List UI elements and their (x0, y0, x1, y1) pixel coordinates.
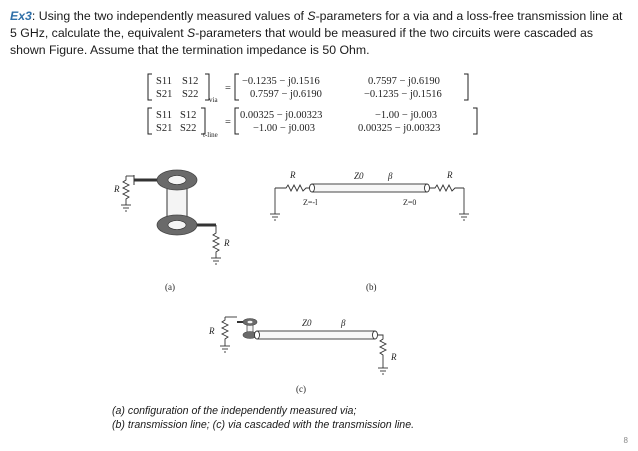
figure-a-via (113, 170, 230, 292)
via-matrix-equation (148, 74, 468, 104)
fig-b-resistor-left (275, 185, 312, 191)
via-equals: = (225, 83, 231, 94)
fig-a-label: (a) (165, 282, 175, 292)
fig-b-label: (b) (366, 282, 377, 292)
fig-c-tline-body (257, 331, 375, 339)
figure-caption (112, 404, 532, 432)
figure-b-tline (270, 170, 469, 292)
tline-right-bracket-close (473, 108, 477, 134)
via-s21: S21 (156, 89, 173, 100)
intro-text-b: -parameters for a via and a loss-free transmission line at 5 GHz, calculate the, equivalent (10, 9, 623, 40)
page-number: 8 (623, 436, 628, 445)
fig-b-tline-right-end (425, 184, 430, 192)
tline-left-bracket-open (148, 108, 152, 134)
tline-v22: 0.00325 − j0.00323 (358, 123, 441, 134)
fig-b-z-left: Z=-l (303, 198, 318, 207)
tline-v12: −1.00 − j0.003 (375, 110, 438, 121)
via-subscript: via (209, 96, 218, 104)
fig-c-z0-label: Z0 (302, 318, 312, 328)
fig-c-r-left-label: R (209, 326, 215, 336)
tline-subscript: t-line (203, 131, 218, 139)
via-right-bracket-open (235, 74, 239, 100)
tline-v21: −1.00 − j0.003 (253, 123, 316, 134)
fig-a-resistor-right (213, 225, 219, 258)
fig-c-tline-left-end (255, 331, 260, 339)
via-right-bracket-close (464, 74, 468, 100)
tline-matrix-equation (148, 108, 477, 139)
tline-s21: S21 (156, 123, 173, 134)
intro-text-c: -parameters that would be measured if the two circuits were cascaded as shown Figure. Assume that the termination impedance is 50 Ohm. (10, 26, 594, 57)
fig-b-resistor-right (429, 185, 464, 191)
tline-s12: S12 (180, 110, 197, 121)
via-v11: −0.1235 − j0.1516 (242, 76, 320, 87)
fig-b-r-left-label: R (290, 170, 296, 180)
via-s22: S22 (182, 89, 199, 100)
fig-b-z-right: Z=0 (403, 198, 417, 207)
fig-b-tline-body (312, 184, 427, 192)
caption-line-1: (a) configuration of the independently measured via; (112, 405, 357, 417)
via-bottom-hole (168, 221, 186, 230)
tline-s11: S11 (156, 110, 172, 121)
via-left-bracket-open (148, 74, 152, 100)
caption-line-2: (b) transmission line; (c) via cascaded with the transmission line. (112, 419, 415, 431)
fig-c-beta-label: β (341, 318, 346, 328)
fig-a-r-left-label: R (114, 184, 120, 194)
fig-b-tline-left-end (310, 184, 315, 192)
tline-right-bracket-open (235, 108, 239, 134)
via-s12: S12 (182, 76, 199, 87)
fig-c-label: (c) (296, 384, 306, 394)
fig-a-r-right-label: R (224, 238, 230, 248)
via-v12: 0.7597 − j0.6190 (368, 76, 440, 87)
fig-c-via-top-hole (248, 321, 253, 324)
tline-equals: = (225, 117, 231, 128)
s-letter-2: S (187, 26, 196, 40)
fig-c-resistor-left (222, 317, 228, 346)
intro-text-a: : Using the two independently measured values of (31, 9, 308, 23)
fig-a-resistor-left (123, 176, 129, 205)
fig-c-resistor-right (378, 335, 386, 368)
via-v21: 0.7597 − j0.6190 (250, 89, 322, 100)
exercise-label: Ex3 (10, 9, 32, 23)
fig-b-beta-label: β (388, 171, 393, 181)
via-top-hole (168, 176, 186, 185)
fig-c-r-right-label: R (391, 352, 397, 362)
s-letter-1: S (307, 9, 316, 23)
fig-c-tline-right-end (373, 331, 378, 339)
tline-v11: 0.00325 − j0.00323 (240, 110, 323, 121)
via-s11: S11 (156, 76, 172, 87)
figure-c-cascade (208, 317, 397, 394)
fig-b-z0-label: Z0 (354, 171, 364, 181)
via-v22: −0.1235 − j0.1516 (364, 89, 442, 100)
fig-b-r-right-label: R (447, 170, 453, 180)
tline-s22: S22 (180, 123, 197, 134)
